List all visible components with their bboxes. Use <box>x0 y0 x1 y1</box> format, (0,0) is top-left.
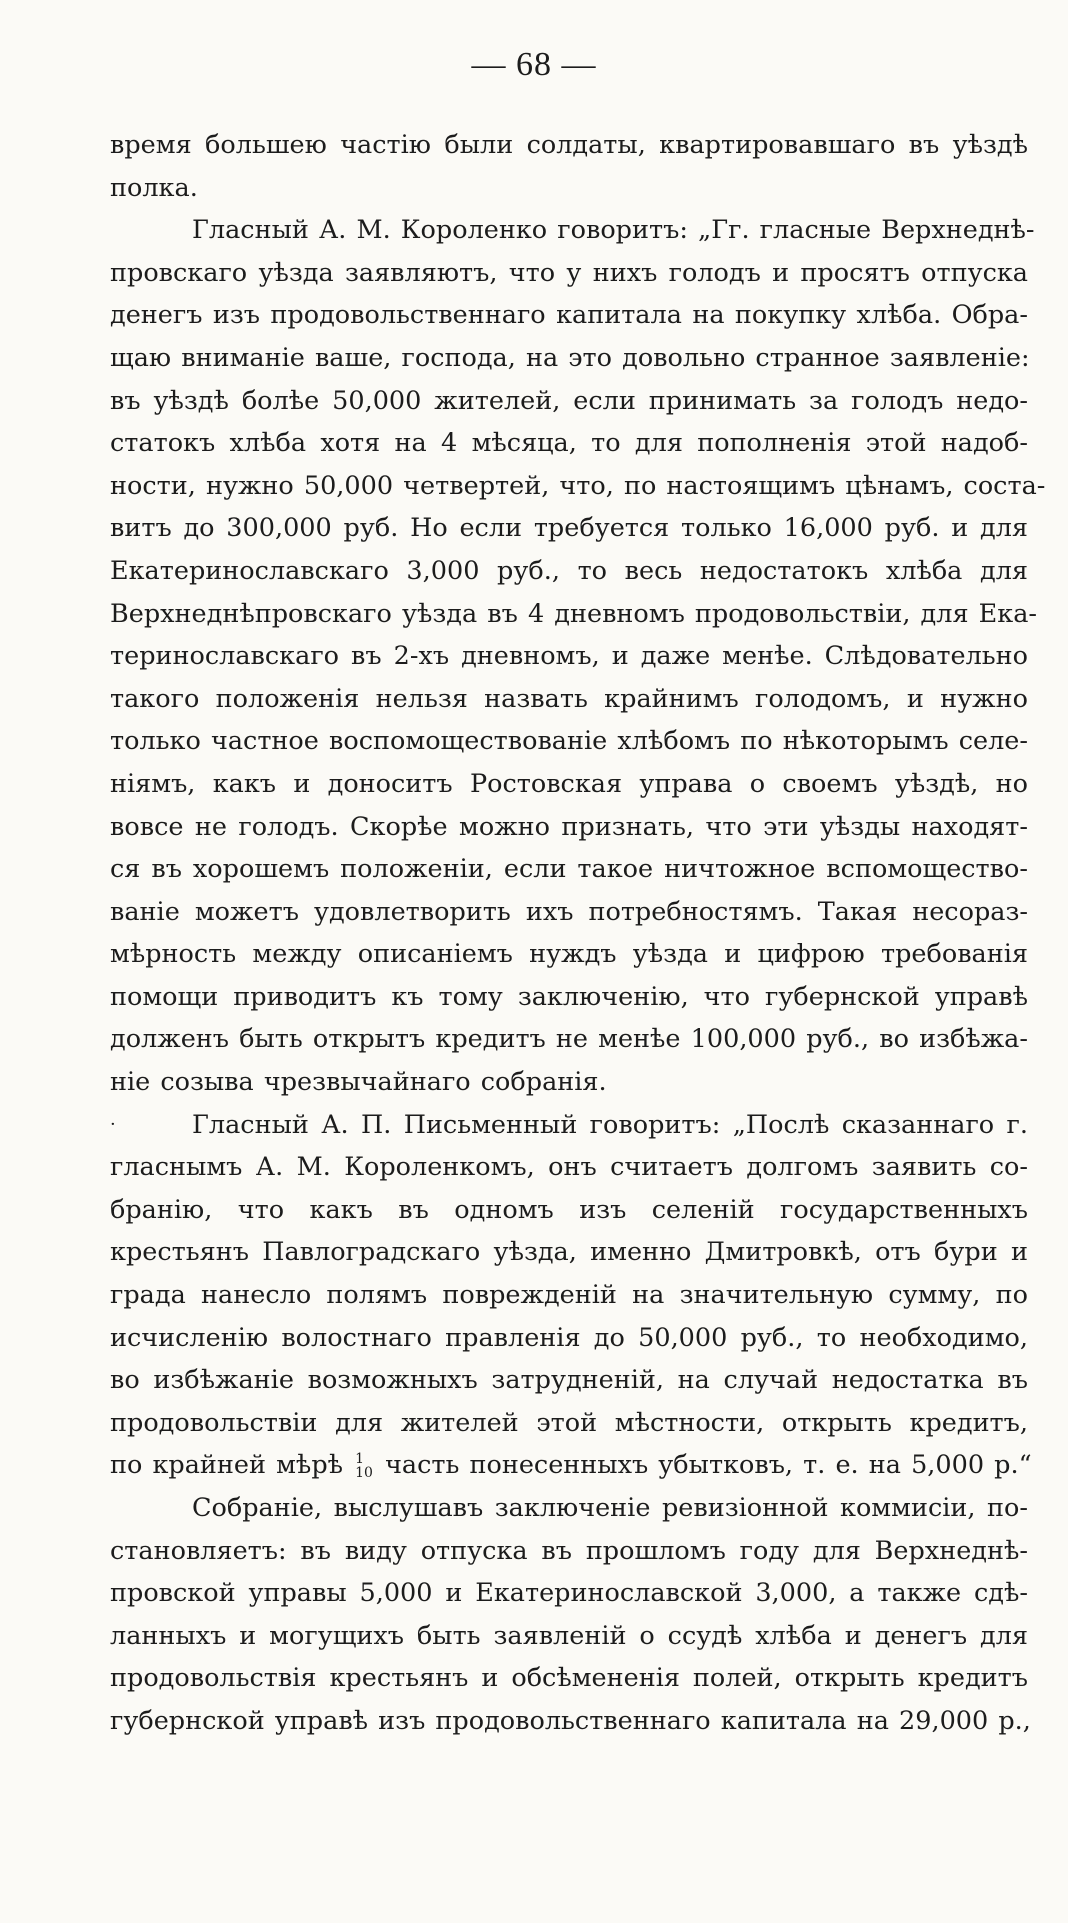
text-line: ся въ хорошемъ положеніи, если такое ничтожное вспомощество- <box>110 854 1028 885</box>
text-line: становляетъ: въ виду отпуска въ прошломъ году для Верхнеднѣ- <box>110 1535 1028 1566</box>
paragraph-start <box>110 1104 1028 1147</box>
paragraph-start: Собраніе, выслушавъ заключеніе ревизіонной коммисіи, по- <box>192 1493 1028 1523</box>
text-line: исчисленію волостнаго правленія до 50,000 руб., то необходимо, <box>110 1322 1028 1353</box>
text-line: провскаго уѣзда заявляютъ, что у нихъ голодъ и просятъ отпуска <box>110 257 1028 288</box>
text-line: полка. <box>110 172 198 203</box>
text-line: только частное воспомоществованіе хлѣбомъ по нѣкоторымъ селе- <box>110 726 1028 757</box>
text-line: денегъ изъ продовольственнаго капитала на покупку хлѣба. Обра- <box>110 300 1028 331</box>
text-line: Екатеринославскаго 3,000 руб., то весь недостатокъ хлѣба для <box>110 555 1028 586</box>
text-line: помощи приводитъ къ тому заключенію, что губернской управѣ <box>110 981 1028 1012</box>
body-text <box>110 124 1046 1743</box>
text-line: губернской управѣ изъ продовольственнаго капитала на 29,000 р., <box>110 1705 1031 1736</box>
margin-bullet: · <box>110 1113 116 1135</box>
text-line: витъ до 300,000 руб. Но если требуется только 16,000 руб. и для <box>110 513 1028 544</box>
text-line: провской управы 5,000 и Екатеринославской 3,000, а также сдѣ- <box>110 1578 1028 1609</box>
text-line: во избѣжаніе возможныхъ затрудненій, на случай недостатка въ <box>110 1365 1028 1396</box>
text-line: продовольствіи для жителей этой мѣстности, открыть кредитъ, <box>110 1407 1028 1438</box>
text-line: ваніе можетъ удовлетворить ихъ потребностямъ. Такая несораз- <box>110 896 1028 927</box>
text-line: щаю вниманіе ваше, господа, на это довольно странное заявленіе: <box>110 342 1030 373</box>
text-line: ніе созыва чрезвычайнаго собранія. <box>110 1067 607 1098</box>
text-line: вовсе не голодъ. Скорѣе можно признать, что эти уѣзды находят- <box>110 811 1028 842</box>
text-line: время большею частію были солдаты, квартировавшаго въ уѣздѣ <box>110 130 1028 160</box>
text-line: мѣрность между описаніемъ нуждъ уѣзда и цифрою требованія <box>110 939 1028 970</box>
text-line: статокъ хлѣба хотя на 4 мѣсяца, то для пополненія этой надоб- <box>110 428 1028 459</box>
text-line: теринославскаго въ 2-хъ дневномъ, и даже менѣе. Слѣдовательно <box>110 641 1028 672</box>
text-line: продовольствія крестьянъ и обсѣмененія полей, открыть кредитъ <box>110 1663 1028 1694</box>
text-line <box>110 1444 1032 1487</box>
text-line-content: Гласный А. П. Письменный говоритъ: „Послѣ сказаннаго г. <box>192 1109 1028 1140</box>
fraction-denominator: 10 <box>355 1465 373 1482</box>
text-line-content: по крайней мѣрѣ <box>110 1450 344 1481</box>
text-line-content: часть понесенныхъ убытковъ, т. е. на 5,000 р.“ <box>385 1450 1032 1481</box>
text-line: гласнымъ А. М. Короленкомъ, онъ считаетъ долгомъ заявить со- <box>110 1152 1028 1183</box>
text-line: Верхнеднѣпровскаго уѣзда въ 4 дневномъ продовольствіи, для Ека- <box>110 598 1038 629</box>
text-line: града нанесло полямъ поврежденій на значительную сумму, по <box>110 1280 1028 1311</box>
text-line: такого положенія нельзя назвать крайнимъ голодомъ, и нужно <box>110 683 1028 714</box>
text-line: крестьянъ Павлоградскаго уѣзда, именно Дмитровкѣ, отъ бури и <box>110 1237 1028 1268</box>
text-line: долженъ быть открытъ кредитъ не менѣе 100,000 руб., во избѣжа- <box>110 1024 1028 1055</box>
text-line: ланныхъ и могущихъ быть заявленій о ссудѣ хлѣба и денегъ для <box>110 1620 1028 1651</box>
text-line: ности, нужно 50,000 четвертей, что, по настоящимъ цѣнамъ, соста- <box>110 470 1046 501</box>
page-number: — 68 — <box>471 46 597 83</box>
text-line: ніямъ, какъ и доноситъ Ростовская управа о своемъ уѣздѣ, но <box>110 768 1028 799</box>
text-line: бранію, что какъ въ одномъ изъ селеній государственныхъ <box>110 1194 1028 1225</box>
paragraph-start: Гласный А. М. Короленко говоритъ: „Гг. гласные Верхнеднѣ- <box>192 215 1035 246</box>
fraction <box>355 1452 373 1480</box>
text-line: въ уѣздѣ болѣе 50,000 жителей, если принимать за голодъ недо- <box>110 385 1028 416</box>
fraction-numerator: 1 <box>355 1451 365 1468</box>
